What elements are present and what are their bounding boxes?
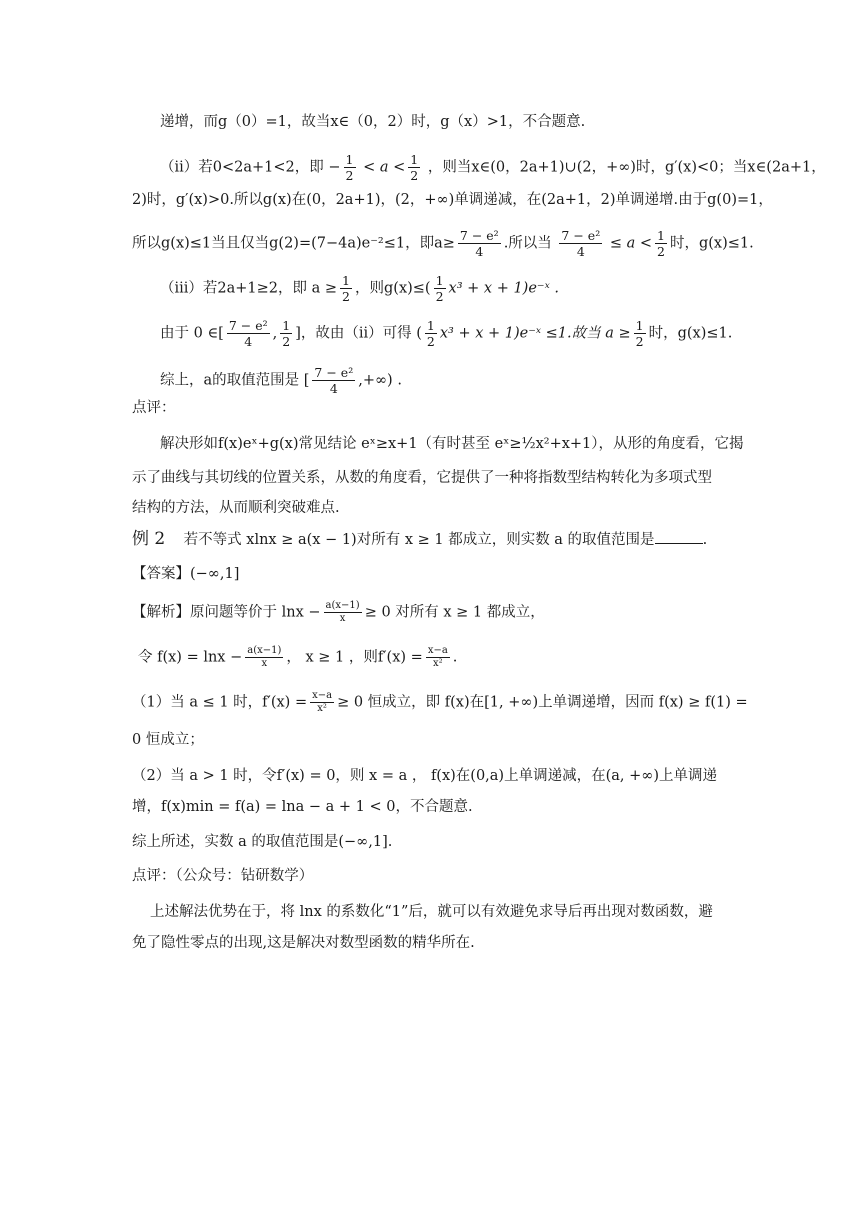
- text-line: （2）当 a > 1 时，令f′(x) = 0，则 x = a ， f(x)在(0,a)上单调递减，在(a, +∞)上单调递: [132, 768, 717, 784]
- text-line: 示了曲线与其切线的位置关系，从数的角度看，它提供了一种将指数型结构转化为多项式型: [132, 470, 712, 486]
- fraction-denominator: 2: [435, 289, 444, 304]
- text-line: [160, 273, 732, 304]
- text-fragment: ≥ 0 对所有 x ≥ 1 都成立，: [364, 604, 545, 621]
- fraction: [227, 318, 270, 349]
- fraction: [408, 152, 420, 183]
- fraction-numerator: 7 − e²: [561, 228, 601, 243]
- fraction-denominator: 2: [282, 334, 291, 349]
- text-line: [138, 645, 732, 670]
- text-fragment: （1）当 a ≤ 1 时，f′(x) =: [132, 694, 308, 711]
- fraction: [312, 365, 355, 396]
- example-label: 例 2: [132, 529, 166, 549]
- text-fragment: .所以当: [503, 235, 552, 252]
- fraction-denominator: 4: [244, 334, 253, 349]
- text-line: 综上所述，实数 a 的取值范围是(−∞,1].: [132, 834, 393, 850]
- fraction: [340, 273, 352, 304]
- text-fragment: 令 f(x) = lnx −: [138, 649, 243, 666]
- fraction-numerator: 1: [342, 273, 350, 288]
- fraction-denominator: 2: [426, 334, 435, 349]
- fraction: [310, 690, 334, 715]
- text-line: 免了隐性零点的出现,这是解决对数型函数的精华所在.: [132, 935, 475, 951]
- fraction-numerator: 1: [426, 318, 435, 333]
- text-fragment: ， x ≥ 1 ，则f′(x) =: [286, 649, 423, 666]
- fraction-numerator: x−a: [312, 690, 333, 701]
- text-fragment: .: [702, 532, 708, 548]
- section-label: 点评：（公众号：钻研数学）: [132, 868, 314, 884]
- text-line: 结构的方法，从而顺利突破难点.: [132, 500, 340, 516]
- fraction-numerator: x−a: [427, 645, 448, 656]
- fraction-numerator: 1: [282, 318, 291, 333]
- text-fragment: 时，g(x)≤1.: [669, 235, 754, 252]
- fraction-denominator: x²: [432, 658, 443, 669]
- text-fragment: .: [452, 649, 458, 666]
- text-fragment: x³ + x + 1)e⁻ˣ ≤1.故当 a ≥: [439, 325, 631, 342]
- text-fragment: ≥ 0 恒成立，即 f(x)在[1, +∞)上单调递增，因而 f(x) ≥ f(1) =: [337, 694, 748, 711]
- text-line: 递增，而g（0）=1，故当x∈（0，2）时，g（x）>1，不合题意.: [160, 114, 586, 130]
- text-fragment: < a <: [363, 159, 406, 176]
- text-line: [132, 600, 732, 625]
- text-fragment: （ii）若0<2a+1<2，即: [160, 159, 324, 176]
- fraction: [324, 600, 362, 625]
- fraction-denominator: x: [261, 658, 268, 669]
- fraction-numerator: 7 − e²: [314, 365, 354, 380]
- text-fragment: ，则g(x)≤(: [355, 280, 431, 297]
- fraction-numerator: 1: [410, 152, 419, 167]
- fraction: [655, 228, 667, 259]
- text-fragment: ≤ a <: [609, 235, 652, 252]
- fraction-numerator: 1: [435, 273, 444, 288]
- fraction-denominator: x: [339, 613, 346, 624]
- fraction-denominator: x²: [317, 703, 327, 714]
- fraction: [425, 318, 437, 349]
- text-line: [132, 690, 748, 715]
- fraction-denominator: 2: [342, 289, 350, 304]
- fraction-denominator: 2: [410, 168, 419, 183]
- fraction-numerator: a(x−1): [247, 645, 282, 656]
- text-line: [160, 318, 732, 349]
- text-fragment: 由于 0 ∈[: [160, 325, 224, 342]
- fraction-numerator: 7 − e²: [459, 228, 499, 243]
- text-fragment: （iii）若2a+1≥2，即 a ≥: [160, 280, 338, 297]
- fraction: [559, 228, 602, 259]
- answer-line: 【答案】(−∞,1]: [132, 566, 240, 582]
- fraction-denominator: 2: [635, 334, 644, 349]
- fraction-denominator: 4: [475, 244, 484, 259]
- text-fragment: 时，g(x)≤1.: [648, 325, 733, 342]
- answer-blank: [655, 529, 703, 544]
- text-fragment: 综上，a的取值范围是 [: [160, 372, 310, 389]
- text-line: 0 恒成立；: [132, 732, 204, 748]
- fraction: [634, 318, 646, 349]
- section-label: 点评：: [132, 400, 176, 416]
- text-line: [132, 228, 754, 259]
- text-fragment: 所以g(x)≤1当且仅当g(2)=(7−4a)e⁻²≤1，即a≥: [132, 235, 455, 252]
- text-fragment: ，则当x∈(0，2a+1)∪(2，+∞)时，g′(x)<0；当x∈(2a+1，: [427, 159, 826, 176]
- text-fragment: 【解析】原问题等价于 lnx −: [132, 604, 321, 621]
- fraction-numerator: a(x−1): [325, 600, 360, 611]
- text-line: 增，f(x)min = f(a) = lna − a + 1 < 0，不合题意.: [132, 799, 473, 815]
- fraction: [458, 228, 501, 259]
- example-heading: [132, 529, 732, 550]
- text-line: 解决形如f(x)eˣ+g(x)常见结论 eˣ≥x+1（有时甚至 eˣ≥½x²+x+1），从形的角度看，它揭: [160, 436, 744, 452]
- fraction: [434, 273, 446, 304]
- fraction-numerator: 7 − e²: [228, 318, 268, 333]
- text-line: 2)时，g′(x)>0.所以g(x)在(0，2a+1)，(2，+∞)单调递减，在(2a+1，2)单调递增.由于g(0)=1，: [132, 192, 773, 208]
- fraction-denominator: 2: [345, 168, 354, 183]
- fraction-numerator: 1: [657, 228, 665, 243]
- fraction-numerator: 1: [345, 152, 354, 167]
- fraction-denominator: 4: [576, 244, 585, 259]
- text-fragment: −: [328, 159, 341, 176]
- fraction-denominator: 4: [329, 381, 338, 396]
- fraction: [344, 152, 356, 183]
- text-fragment: ]，故由（ii）可得 (: [295, 325, 422, 342]
- text-fragment: x³ + x + 1)e⁻ˣ .: [448, 280, 559, 297]
- fraction-denominator: 2: [657, 244, 665, 259]
- fraction-numerator: 1: [635, 318, 644, 333]
- text-fragment: ,+∞) .: [358, 372, 402, 389]
- fraction: [426, 645, 450, 670]
- example-question: 若不等式 xlnx ≥ a(x − 1)对所有 x ≥ 1 都成立，则实数 a 的取值范围是: [183, 532, 655, 548]
- text-line: [160, 365, 732, 396]
- fraction: [245, 645, 283, 670]
- text-fragment: ,: [272, 325, 278, 342]
- fraction: [280, 318, 292, 349]
- text-line: [160, 152, 826, 183]
- text-line: 上述解法优势在于，将 lnx 的系数化“1”后，就可以有效避免求导后再出现对数函数，避: [150, 904, 713, 920]
